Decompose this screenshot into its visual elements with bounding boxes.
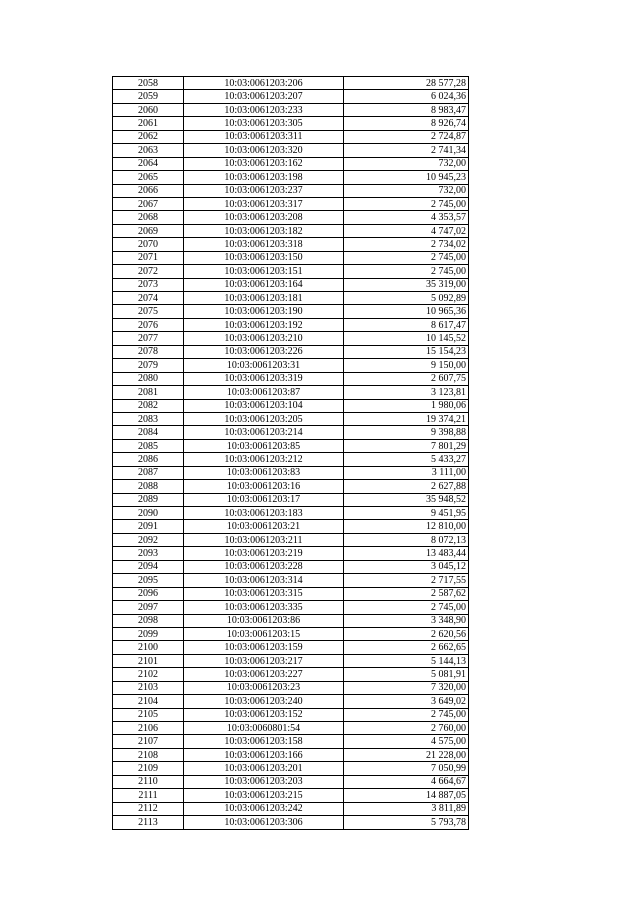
table-row bbox=[113, 520, 469, 533]
amount-cell: 6 024,36 bbox=[344, 90, 469, 103]
row-number-cell: 2083 bbox=[113, 412, 184, 425]
table-row bbox=[113, 708, 469, 721]
amount-cell: 4 664,67 bbox=[344, 775, 469, 788]
cadastral-number-cell: 10:03:0061203:205 bbox=[184, 412, 344, 425]
table-row bbox=[113, 762, 469, 775]
amount-cell: 3 348,90 bbox=[344, 614, 469, 627]
cadastral-number-cell: 10:03:0061203:86 bbox=[184, 614, 344, 627]
table-row bbox=[113, 735, 469, 748]
table-row bbox=[113, 654, 469, 667]
table-row bbox=[113, 238, 469, 251]
table-row bbox=[113, 265, 469, 278]
row-number-cell: 2085 bbox=[113, 439, 184, 452]
table-row bbox=[113, 103, 469, 116]
row-number-cell: 2111 bbox=[113, 789, 184, 802]
table-row bbox=[113, 77, 469, 90]
amount-cell: 15 154,23 bbox=[344, 345, 469, 358]
table-row bbox=[113, 305, 469, 318]
cadastral-number-cell: 10:03:0061203:206 bbox=[184, 77, 344, 90]
table-row bbox=[113, 547, 469, 560]
amount-cell: 7 050,99 bbox=[344, 762, 469, 775]
amount-cell: 12 810,00 bbox=[344, 520, 469, 533]
cadastral-number-cell: 10:03:0061203:211 bbox=[184, 533, 344, 546]
row-number-cell: 2065 bbox=[113, 171, 184, 184]
amount-cell: 8 926,74 bbox=[344, 117, 469, 130]
cadastral-number-cell: 10:03:0061203:15 bbox=[184, 627, 344, 640]
row-number-cell: 2109 bbox=[113, 762, 184, 775]
table-row bbox=[113, 386, 469, 399]
table-row bbox=[113, 802, 469, 815]
data-table bbox=[112, 76, 469, 830]
row-number-cell: 2058 bbox=[113, 77, 184, 90]
row-number-cell: 2104 bbox=[113, 695, 184, 708]
row-number-cell: 2061 bbox=[113, 117, 184, 130]
amount-cell: 2 745,00 bbox=[344, 251, 469, 264]
row-number-cell: 2093 bbox=[113, 547, 184, 560]
row-number-cell: 2062 bbox=[113, 130, 184, 143]
row-number-cell: 2073 bbox=[113, 278, 184, 291]
amount-cell: 2 745,00 bbox=[344, 708, 469, 721]
table-body bbox=[113, 77, 469, 830]
amount-cell: 35 319,00 bbox=[344, 278, 469, 291]
amount-cell: 2 717,55 bbox=[344, 574, 469, 587]
cadastral-number-cell: 10:03:0061203:85 bbox=[184, 439, 344, 452]
amount-cell: 3 123,81 bbox=[344, 386, 469, 399]
amount-cell: 8 983,47 bbox=[344, 103, 469, 116]
table-row bbox=[113, 224, 469, 237]
table-row bbox=[113, 574, 469, 587]
amount-cell: 1 980,06 bbox=[344, 399, 469, 412]
amount-cell: 2 662,65 bbox=[344, 641, 469, 654]
amount-cell: 8 072,13 bbox=[344, 533, 469, 546]
amount-cell: 21 228,00 bbox=[344, 748, 469, 761]
cadastral-number-cell: 10:03:0061203:306 bbox=[184, 816, 344, 829]
cadastral-number-cell: 10:03:0061203:228 bbox=[184, 560, 344, 573]
table-row bbox=[113, 668, 469, 681]
table-row bbox=[113, 117, 469, 130]
row-number-cell: 2080 bbox=[113, 372, 184, 385]
row-number-cell: 2084 bbox=[113, 426, 184, 439]
cadastral-number-cell: 10:03:0061203:182 bbox=[184, 224, 344, 237]
row-number-cell: 2064 bbox=[113, 157, 184, 170]
cadastral-number-cell: 10:03:0061203:214 bbox=[184, 426, 344, 439]
table-row bbox=[113, 775, 469, 788]
amount-cell: 5 793,78 bbox=[344, 816, 469, 829]
amount-cell: 9 150,00 bbox=[344, 359, 469, 372]
table-row bbox=[113, 278, 469, 291]
row-number-cell: 2096 bbox=[113, 587, 184, 600]
cadastral-number-cell: 10:03:0061203:162 bbox=[184, 157, 344, 170]
table-row bbox=[113, 466, 469, 479]
row-number-cell: 2066 bbox=[113, 184, 184, 197]
cadastral-number-cell: 10:03:0061203:240 bbox=[184, 695, 344, 708]
cadastral-number-cell: 10:03:0061203:16 bbox=[184, 480, 344, 493]
cadastral-number-cell: 10:03:0061203:318 bbox=[184, 238, 344, 251]
cadastral-number-cell: 10:03:0061203:207 bbox=[184, 90, 344, 103]
amount-cell: 2 734,02 bbox=[344, 238, 469, 251]
cadastral-number-cell: 10:03:0061203:314 bbox=[184, 574, 344, 587]
row-number-cell: 2095 bbox=[113, 574, 184, 587]
cadastral-number-cell: 10:03:0061203:203 bbox=[184, 775, 344, 788]
cadastral-number-cell: 10:03:0061203:159 bbox=[184, 641, 344, 654]
row-number-cell: 2082 bbox=[113, 399, 184, 412]
amount-cell: 2 760,00 bbox=[344, 722, 469, 735]
row-number-cell: 2107 bbox=[113, 735, 184, 748]
cadastral-number-cell: 10:03:0061203:83 bbox=[184, 466, 344, 479]
amount-cell: 4 353,57 bbox=[344, 211, 469, 224]
cadastral-number-cell: 10:03:0061203:17 bbox=[184, 493, 344, 506]
table-row bbox=[113, 90, 469, 103]
amount-cell: 13 483,44 bbox=[344, 547, 469, 560]
cadastral-number-cell: 10:03:0061203:237 bbox=[184, 184, 344, 197]
cadastral-number-cell: 10:03:0061203:219 bbox=[184, 547, 344, 560]
table-row bbox=[113, 493, 469, 506]
amount-cell: 732,00 bbox=[344, 157, 469, 170]
table-row bbox=[113, 211, 469, 224]
amount-cell: 3 111,00 bbox=[344, 466, 469, 479]
amount-cell: 8 617,47 bbox=[344, 318, 469, 331]
table-row bbox=[113, 372, 469, 385]
table-row bbox=[113, 587, 469, 600]
table-row bbox=[113, 144, 469, 157]
row-number-cell: 2069 bbox=[113, 224, 184, 237]
amount-cell: 10 945,23 bbox=[344, 171, 469, 184]
cadastral-number-cell: 10:03:0061203:164 bbox=[184, 278, 344, 291]
table-row bbox=[113, 560, 469, 573]
amount-cell: 2 741,34 bbox=[344, 144, 469, 157]
row-number-cell: 2090 bbox=[113, 507, 184, 520]
table-row bbox=[113, 722, 469, 735]
row-number-cell: 2102 bbox=[113, 668, 184, 681]
table-row bbox=[113, 345, 469, 358]
amount-cell: 7 801,29 bbox=[344, 439, 469, 452]
row-number-cell: 2076 bbox=[113, 318, 184, 331]
row-number-cell: 2079 bbox=[113, 359, 184, 372]
cadastral-number-cell: 10:03:0061203:104 bbox=[184, 399, 344, 412]
cadastral-number-cell: 10:03:0061203:208 bbox=[184, 211, 344, 224]
cadastral-number-cell: 10:03:0061203:317 bbox=[184, 197, 344, 210]
row-number-cell: 2071 bbox=[113, 251, 184, 264]
cadastral-number-cell: 10:03:0061203:87 bbox=[184, 386, 344, 399]
amount-cell: 732,00 bbox=[344, 184, 469, 197]
row-number-cell: 2089 bbox=[113, 493, 184, 506]
row-number-cell: 2078 bbox=[113, 345, 184, 358]
amount-cell: 28 577,28 bbox=[344, 77, 469, 90]
cadastral-number-cell: 10:03:0061203:181 bbox=[184, 292, 344, 305]
table-row bbox=[113, 359, 469, 372]
amount-cell: 2 627,88 bbox=[344, 480, 469, 493]
row-number-cell: 2101 bbox=[113, 654, 184, 667]
cadastral-number-cell: 10:03:0061203:192 bbox=[184, 318, 344, 331]
row-number-cell: 2068 bbox=[113, 211, 184, 224]
table-row bbox=[113, 601, 469, 614]
table-row bbox=[113, 426, 469, 439]
cadastral-number-cell: 10:03:0061203:212 bbox=[184, 453, 344, 466]
table-row bbox=[113, 439, 469, 452]
cadastral-number-cell: 10:03:0061203:198 bbox=[184, 171, 344, 184]
amount-cell: 2 745,00 bbox=[344, 265, 469, 278]
row-number-cell: 2099 bbox=[113, 627, 184, 640]
amount-cell: 5 081,91 bbox=[344, 668, 469, 681]
cadastral-number-cell: 10:03:0061203:183 bbox=[184, 507, 344, 520]
table-row bbox=[113, 171, 469, 184]
amount-cell: 2 724,87 bbox=[344, 130, 469, 143]
cadastral-number-cell: 10:03:0061203:152 bbox=[184, 708, 344, 721]
table-row bbox=[113, 533, 469, 546]
row-number-cell: 2098 bbox=[113, 614, 184, 627]
amount-cell: 2 607,75 bbox=[344, 372, 469, 385]
table-row bbox=[113, 627, 469, 640]
row-number-cell: 2108 bbox=[113, 748, 184, 761]
table-row bbox=[113, 292, 469, 305]
amount-cell: 5 092,89 bbox=[344, 292, 469, 305]
row-number-cell: 2059 bbox=[113, 90, 184, 103]
row-number-cell: 2112 bbox=[113, 802, 184, 815]
cadastral-number-cell: 10:03:0061203:305 bbox=[184, 117, 344, 130]
row-number-cell: 2072 bbox=[113, 265, 184, 278]
row-number-cell: 2106 bbox=[113, 722, 184, 735]
table-row bbox=[113, 480, 469, 493]
cadastral-number-cell: 10:03:0061203:31 bbox=[184, 359, 344, 372]
table-row bbox=[113, 748, 469, 761]
amount-cell: 2 745,00 bbox=[344, 197, 469, 210]
cadastral-number-cell: 10:03:0061203:21 bbox=[184, 520, 344, 533]
cadastral-number-cell: 10:03:0061203:319 bbox=[184, 372, 344, 385]
amount-cell: 10 145,52 bbox=[344, 332, 469, 345]
cadastral-number-cell: 10:03:0061203:315 bbox=[184, 587, 344, 600]
row-number-cell: 2070 bbox=[113, 238, 184, 251]
table-row bbox=[113, 695, 469, 708]
amount-cell: 3 811,89 bbox=[344, 802, 469, 815]
table-row bbox=[113, 130, 469, 143]
row-number-cell: 2081 bbox=[113, 386, 184, 399]
cadastral-number-cell: 10:03:0061203:320 bbox=[184, 144, 344, 157]
table-row bbox=[113, 399, 469, 412]
table-row bbox=[113, 318, 469, 331]
amount-cell: 35 948,52 bbox=[344, 493, 469, 506]
amount-cell: 7 320,00 bbox=[344, 681, 469, 694]
cadastral-number-cell: 10:03:0061203:201 bbox=[184, 762, 344, 775]
cadastral-number-cell: 10:03:0061203:215 bbox=[184, 789, 344, 802]
amount-cell: 3 649,02 bbox=[344, 695, 469, 708]
amount-cell: 3 045,12 bbox=[344, 560, 469, 573]
table-row bbox=[113, 453, 469, 466]
table-row bbox=[113, 614, 469, 627]
amount-cell: 19 374,21 bbox=[344, 412, 469, 425]
row-number-cell: 2086 bbox=[113, 453, 184, 466]
table-row bbox=[113, 157, 469, 170]
amount-cell: 9 398,88 bbox=[344, 426, 469, 439]
cadastral-number-cell: 10:03:0061203:233 bbox=[184, 103, 344, 116]
cadastral-number-cell: 10:03:0060801:54 bbox=[184, 722, 344, 735]
cadastral-number-cell: 10:03:0061203:166 bbox=[184, 748, 344, 761]
row-number-cell: 2091 bbox=[113, 520, 184, 533]
row-number-cell: 2063 bbox=[113, 144, 184, 157]
amount-cell: 9 451,95 bbox=[344, 507, 469, 520]
table-row bbox=[113, 507, 469, 520]
row-number-cell: 2097 bbox=[113, 601, 184, 614]
row-number-cell: 2060 bbox=[113, 103, 184, 116]
amount-cell: 14 887,05 bbox=[344, 789, 469, 802]
cadastral-number-cell: 10:03:0061203:150 bbox=[184, 251, 344, 264]
cadastral-number-cell: 10:03:0061203:335 bbox=[184, 601, 344, 614]
row-number-cell: 2088 bbox=[113, 480, 184, 493]
amount-cell: 10 965,36 bbox=[344, 305, 469, 318]
cadastral-number-cell: 10:03:0061203:190 bbox=[184, 305, 344, 318]
row-number-cell: 2075 bbox=[113, 305, 184, 318]
row-number-cell: 2077 bbox=[113, 332, 184, 345]
cadastral-number-cell: 10:03:0061203:23 bbox=[184, 681, 344, 694]
table-row bbox=[113, 641, 469, 654]
amount-cell: 4 747,02 bbox=[344, 224, 469, 237]
table-row bbox=[113, 789, 469, 802]
table-row bbox=[113, 197, 469, 210]
row-number-cell: 2100 bbox=[113, 641, 184, 654]
amount-cell: 2 587,62 bbox=[344, 587, 469, 600]
cadastral-number-cell: 10:03:0061203:217 bbox=[184, 654, 344, 667]
table-row bbox=[113, 332, 469, 345]
table-row bbox=[113, 184, 469, 197]
cadastral-number-cell: 10:03:0061203:210 bbox=[184, 332, 344, 345]
cadastral-number-cell: 10:03:0061203:158 bbox=[184, 735, 344, 748]
amount-cell: 5 144,13 bbox=[344, 654, 469, 667]
row-number-cell: 2103 bbox=[113, 681, 184, 694]
cadastral-number-cell: 10:03:0061203:311 bbox=[184, 130, 344, 143]
table-row bbox=[113, 251, 469, 264]
row-number-cell: 2094 bbox=[113, 560, 184, 573]
cadastral-number-cell: 10:03:0061203:151 bbox=[184, 265, 344, 278]
amount-cell: 4 575,00 bbox=[344, 735, 469, 748]
row-number-cell: 2087 bbox=[113, 466, 184, 479]
row-number-cell: 2067 bbox=[113, 197, 184, 210]
amount-cell: 2 745,00 bbox=[344, 601, 469, 614]
cadastral-number-cell: 10:03:0061203:226 bbox=[184, 345, 344, 358]
table-row bbox=[113, 816, 469, 829]
table-row bbox=[113, 681, 469, 694]
row-number-cell: 2092 bbox=[113, 533, 184, 546]
amount-cell: 5 433,27 bbox=[344, 453, 469, 466]
amount-cell: 2 620,56 bbox=[344, 627, 469, 640]
row-number-cell: 2074 bbox=[113, 292, 184, 305]
row-number-cell: 2113 bbox=[113, 816, 184, 829]
cadastral-number-cell: 10:03:0061203:242 bbox=[184, 802, 344, 815]
cadastral-number-cell: 10:03:0061203:227 bbox=[184, 668, 344, 681]
row-number-cell: 2105 bbox=[113, 708, 184, 721]
table-row bbox=[113, 412, 469, 425]
row-number-cell: 2110 bbox=[113, 775, 184, 788]
